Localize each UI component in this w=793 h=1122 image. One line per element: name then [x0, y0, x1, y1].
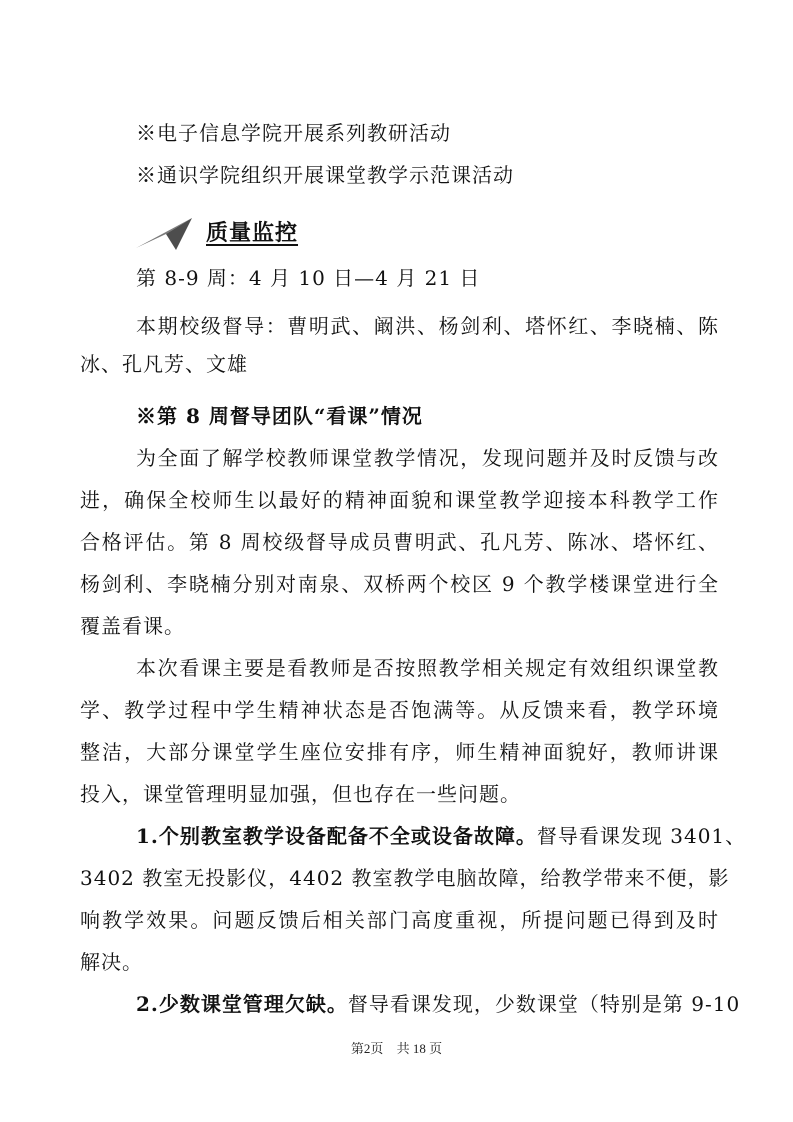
issue-text: 督导看课发现 3401、	[536, 824, 747, 848]
paragraph-line: 3402 教室无投影仪，4402 教室教学电脑故障，给教学带来不便，影	[80, 866, 730, 890]
issue-line	[136, 822, 747, 850]
paragraph-line: 整洁，大部分课堂学生座位安排有序，师生精神面貌好，教师讲课	[80, 740, 719, 764]
supervisors-line: 冰、孔凡芳、文雄	[80, 352, 248, 376]
subheading: ※第 8 周督导团队“看课”情况	[136, 404, 423, 428]
paragraph-line: 本次看课主要是看教师是否按照教学相关规定有效组织课堂教	[136, 656, 719, 680]
paragraph-line: 为全面了解学校教师课堂教学情况，发现问题并及时反馈与改	[136, 446, 719, 470]
paragraph-line: 进，确保全校师生以最好的精神面貌和课堂教学迎接本科教学工作	[80, 488, 719, 512]
issue-text: 督导看课发现，少数课堂（特别是第 9-10	[347, 992, 741, 1016]
paragraph-line: 合格评估。第 8 周校级督导成员曹明武、孔凡芳、陈冰、塔怀红、	[80, 530, 719, 554]
section-header	[136, 210, 336, 254]
week-range: 第 8-9 周：4 月 10 日—4 月 21 日	[136, 266, 481, 290]
section-title: 质量监控	[206, 221, 299, 246]
paragraph-line: 投入，课堂管理明显加强，但也存在一些问题。	[80, 782, 521, 806]
bullet-item: ※电子信息学院开展系列教研活动	[136, 121, 451, 145]
page-number: 第2页	[350, 1041, 384, 1056]
issue-title: 1.个别教室教学设备配备不全或设备故障。	[136, 824, 537, 848]
paper-plane-icon	[136, 216, 194, 252]
paragraph-line: 杨剑利、李晓楠分别对南泉、双桥两个校区 9 个教学楼课堂进行全	[80, 572, 719, 596]
paragraph-line: 解决。	[80, 950, 143, 974]
issue-title: 2.少数课堂管理欠缺。	[136, 992, 348, 1016]
paragraph-line: 覆盖看课。	[80, 614, 185, 638]
issue-line	[136, 990, 741, 1018]
paragraph-line: 学、教学过程中学生精神状态是否饱满等。从反馈来看，教学环境	[80, 698, 719, 722]
bullet-item: ※通识学院组织开展课堂教学示范课活动	[136, 163, 514, 187]
page-total: 共 18 页	[396, 1041, 443, 1056]
supervisors-line: 本期校级督导：曹明武、阚洪、杨剑利、塔怀红、李晓楠、陈	[136, 314, 719, 338]
paragraph-line: 响教学效果。问题反馈后相关部门高度重视，所提问题已得到及时	[80, 908, 719, 932]
page-footer	[0, 1040, 793, 1058]
